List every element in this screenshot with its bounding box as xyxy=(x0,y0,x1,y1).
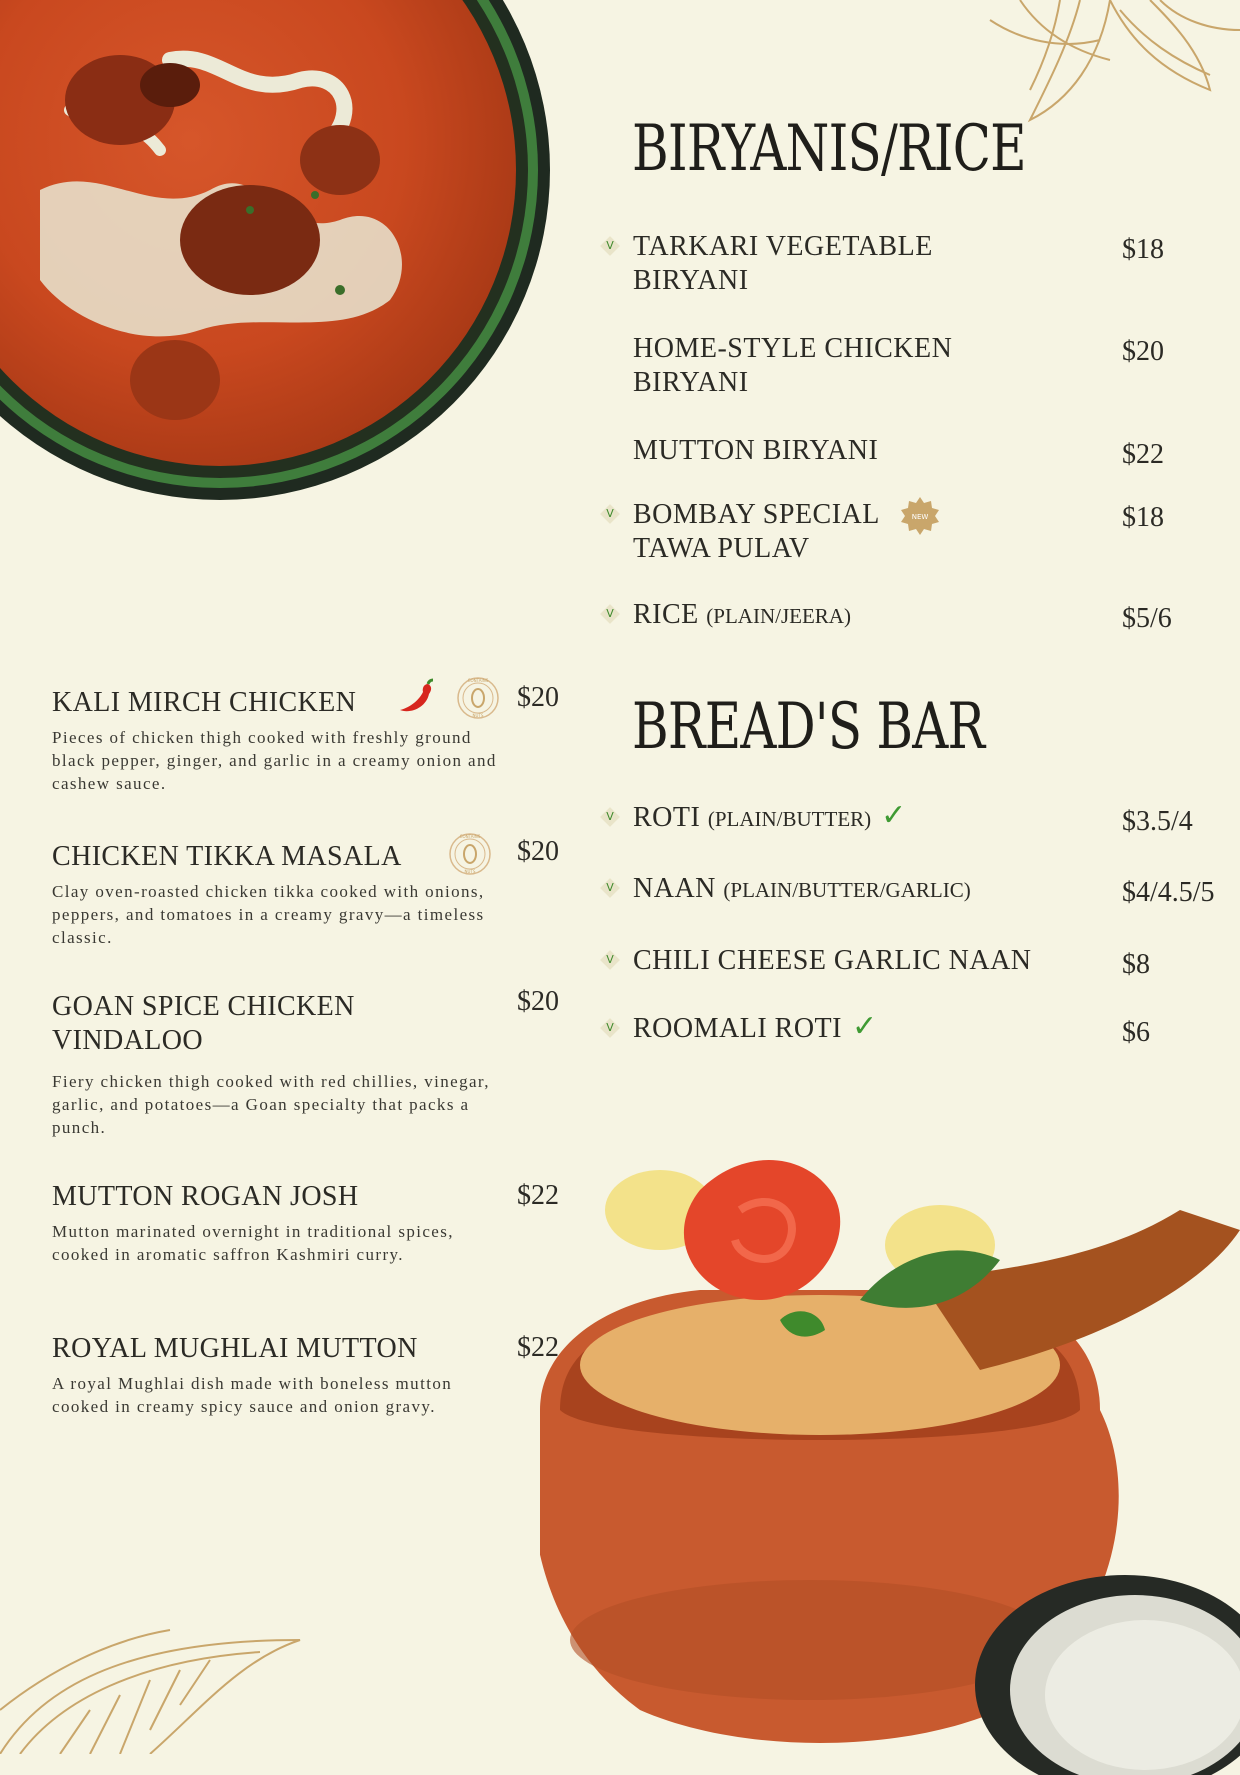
item-price: $22 xyxy=(1122,439,1164,470)
nuts-badge-bottom-label: NUTS xyxy=(464,869,476,874)
nuts-badge-bottom-label: NUTS xyxy=(472,713,484,718)
item-description: Mutton marinated overnight in traditional spices, cooked in aromatic saffron Kashmiri curry. xyxy=(52,1222,454,1264)
item-name: GOAN SPICE CHICKEN VINDALOO xyxy=(52,991,355,1056)
item-price: $20 xyxy=(517,986,559,1017)
flower-ornament-icon xyxy=(960,0,1240,125)
item-price: $18 xyxy=(1122,234,1164,265)
item-name: NAAN (PLAIN/BUTTER/GARLIC) xyxy=(633,873,971,904)
item-price: $4/4.5/5 xyxy=(1122,877,1215,908)
breads-title: BREAD'S BAR xyxy=(632,690,985,764)
item-variant: (PLAIN/JEERA) xyxy=(706,604,851,628)
item-name: ROTI (PLAIN/BUTTER) ✓ xyxy=(633,798,907,833)
new-badge-label: NEW xyxy=(911,513,929,521)
item-name: ROYAL MUGHLAI MUTTON xyxy=(52,1333,418,1364)
veg-icon: V xyxy=(600,236,620,256)
biryanis-title: BIRYANIS/RICE xyxy=(632,112,1026,186)
leaf-ornament-icon xyxy=(0,1600,310,1754)
item-name: KALI MIRCH CHICKEN xyxy=(52,687,357,718)
item-variant: (PLAIN/BUTTER) xyxy=(707,807,872,831)
new-badge-icon xyxy=(900,496,940,536)
veg-icon: V xyxy=(600,950,620,970)
item-name: BOMBAY SPECIAL TAWA PULAV xyxy=(633,499,880,564)
item-name: ROOMALI ROTI ✓ xyxy=(633,1009,878,1044)
menu-item-goan-vindaloo xyxy=(52,986,572,1139)
item-name: MUTTON BIRYANI xyxy=(633,435,879,466)
item-description: Pieces of chicken thigh cooked with freshly ground black pepper, ginger, and garlic in a creamy onion and cashew sauce. xyxy=(52,728,497,793)
item-price: $6 xyxy=(1122,1017,1150,1048)
menu-item-mutton-rogan-josh xyxy=(52,1180,572,1266)
veg-icon: V xyxy=(600,1018,620,1038)
contains-nuts-icon xyxy=(456,676,500,720)
vegan-leaf-icon: ✓ xyxy=(881,798,907,833)
raita-bowl-image xyxy=(975,1575,1240,1775)
veg-icon: V xyxy=(600,604,620,624)
item-variant: (PLAIN/BUTTER/GARLIC) xyxy=(723,878,971,902)
item-price: $18 xyxy=(1122,502,1164,533)
item-price: $22 xyxy=(517,1180,559,1211)
item-price: $20 xyxy=(517,836,559,867)
veg-icon: V xyxy=(600,504,620,524)
butter-chicken-dish-image xyxy=(0,0,590,560)
menu-item-chicken-tikka-masala xyxy=(52,834,572,949)
item-description: Fiery chicken thigh cooked with red chillies, vinegar, garlic, and potatoes—a Goan specialty that packs a punch. xyxy=(52,1072,490,1137)
vegan-leaf-icon: ✓ xyxy=(852,1009,878,1044)
menu-item-royal-mughlai-mutton xyxy=(52,1332,572,1418)
item-name: HOME-STYLE CHICKEN BIRYANI xyxy=(633,333,953,398)
contains-nuts-icon xyxy=(448,832,492,876)
item-price: $22 xyxy=(517,1332,559,1363)
item-price: $20 xyxy=(517,682,559,713)
item-price: $8 xyxy=(1122,949,1150,980)
nuts-badge-top-label: CONTAINS xyxy=(467,678,489,683)
nuts-badge-top-label: CONTAINS xyxy=(459,834,481,839)
item-name: TARKARI VEGETABLE BIRYANI xyxy=(633,231,933,296)
item-description: A royal Mughlai dish made with boneless mutton cooked in creamy spicy sauce and onion gravy. xyxy=(52,1374,453,1416)
veg-icon: V xyxy=(600,878,620,898)
item-name: MUTTON ROGAN JOSH xyxy=(52,1181,359,1212)
item-price: $3.5/4 xyxy=(1122,806,1193,837)
item-description: Clay oven-roasted chicken tikka cooked with onions, peppers, and tomatoes in a creamy gravy—a timeless classic. xyxy=(52,882,485,947)
menu-item-kali-mirch-chicken xyxy=(52,678,572,795)
chili-icon xyxy=(396,678,436,718)
veg-icon: V xyxy=(600,807,620,827)
item-name: RICE (PLAIN/JEERA) xyxy=(633,599,851,630)
item-price: $5/6 xyxy=(1122,603,1172,634)
item-name: CHILI CHEESE GARLIC NAAN xyxy=(633,945,1032,976)
item-name: CHICKEN TIKKA MASALA xyxy=(52,841,402,872)
item-price: $20 xyxy=(1122,336,1164,367)
